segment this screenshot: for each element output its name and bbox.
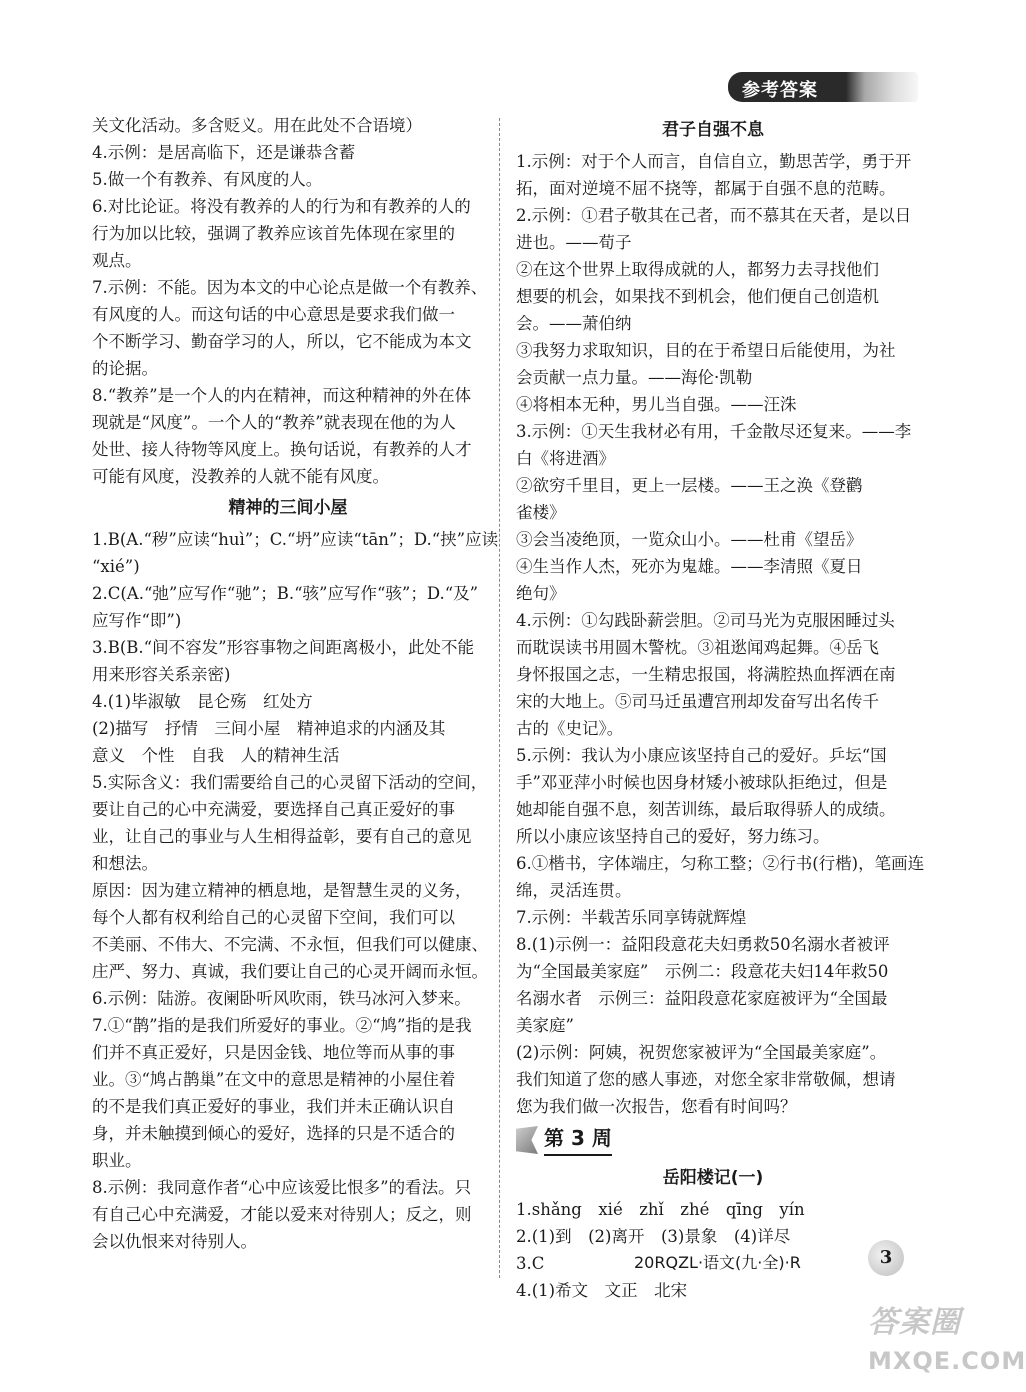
section-heading-spirit-huts: 精神的三间小屋	[228, 498, 348, 518]
answer-line: 5.实际含义：我们需要给自己的心灵留下活动的空间，	[92, 773, 488, 792]
answer-line: ③会当凌绝顶，一览众山小。——杜甫《望岳》	[516, 530, 863, 549]
week-title: 第 3 周	[544, 1125, 612, 1156]
answer-line: 现就是“风度”。一个人的“教养”就表现在他的为人	[92, 413, 456, 432]
answer-line: 会以仇恨来对待别人。	[92, 1232, 257, 1251]
answer-line: 7.示例：不能。因为本文的中心论点是做一个有教养、	[92, 278, 488, 297]
answer-line: ②欲穷千里目，更上一层楼。——王之涣《登鹳	[516, 476, 863, 495]
answer-line: 业，让自己的事业与人生相得益彰，要有自己的意见	[92, 827, 472, 846]
answer-line: 为“全国最美家庭” 示例二：段意花夫妇14年救50	[516, 962, 889, 981]
answer-line: 雀楼》	[516, 503, 566, 522]
answer-key-badge	[728, 72, 918, 102]
answer-line: 6.①楷书，字体端庄，匀称工整；②行书(行楷)，笔画连	[516, 854, 925, 873]
answer-line: 想要的机会，如果找不到机会，他们便自己创造机	[516, 287, 879, 306]
watermark-bottom-text: MXQE.COM	[868, 1347, 1026, 1375]
answer-line: 2.示例：①君子敬其在己者，而不慕其在天者，是以日	[516, 206, 912, 225]
badge-label: 参考答案	[742, 80, 818, 101]
answer-line: 所以小康应该坚持自己的爱好，努力练习。	[516, 827, 830, 846]
flag-icon	[516, 1126, 538, 1154]
answer-line: 6.示例：陆游。夜阑卧听风吹雨，铁马冰河入梦来。	[92, 989, 471, 1008]
answer-line: 业。③“鸠占鹊巢”在文中的意思是精神的小屋住着	[92, 1070, 456, 1089]
answer-line: 有自己心中充满爱，才能以爱来对待别人；反之，则	[92, 1205, 472, 1224]
answer-line: 绵，灵活连贯。	[516, 881, 632, 900]
answer-line: 有风度的人。而这句话的中心意思是要求我们做一	[92, 305, 455, 324]
answer-line: 每个人都有权利给自己的心灵留下空间，我们可以	[92, 908, 455, 927]
answer-line: ④将相本无种，男儿当自强。——汪洙	[516, 395, 797, 414]
answer-line: 宋的大地上。⑤司马迁虽遭宫刑却发奋写出名传千	[516, 692, 879, 711]
left-answers-part-1	[92, 112, 488, 490]
right-answers-part-1	[516, 148, 925, 1120]
answer-line: 职业。	[92, 1151, 142, 1170]
answer-line: 行为加以比较，强调了教养应该首先体现在家里的	[92, 224, 455, 243]
answer-line: 4.示例：是居高临下，还是谦恭含蓄	[92, 143, 356, 162]
answer-line: 绝句》	[516, 584, 566, 603]
answer-line: 2.(1)到 (2)离开 (3)景象 (4)详尽	[516, 1227, 791, 1246]
answer-line: 4.(1)毕淑敏 昆仑殇 红处方	[92, 692, 313, 711]
watermark-logo	[868, 1300, 1026, 1390]
answer-line: 白《将进酒》	[516, 449, 615, 468]
answer-line: 7.①“鹊”指的是我们所爱好的事业。②“鸠”指的是我	[92, 1016, 472, 1035]
answer-line: 和想法。	[92, 854, 158, 873]
answer-line: 8.(1)示例一：益阳段意花夫妇勇救50名溺水者被评	[516, 935, 890, 954]
answer-line: 不美丽、不伟大、不完满、不永恒，但我们可以健康、	[92, 935, 488, 954]
answer-line: 4.(1)希文 文正 北宋	[516, 1281, 688, 1300]
answer-line: 拓，面对逆境不屈不挠等，都属于自强不息的范畴。	[516, 179, 896, 198]
answer-line: 2.C(A.“弛”应写作“驰”；B.“骇”应写作“骇”；D.“及”	[92, 584, 479, 603]
footer-label: 20RQZL·语文(九·全)·R	[634, 1253, 801, 1272]
answer-line: 我们知道了您的感人事迹，对您全家非常敬佩，想请	[516, 1070, 896, 1089]
answer-line: 8.示例：我同意作者“心中应该爱比恨多”的看法。只	[92, 1178, 472, 1197]
answer-line: “xié”)	[92, 557, 140, 576]
answer-line: 处世、接人待物等风度上。换句话说，有教养的人才	[92, 440, 472, 459]
answer-line: 而耽误读书用圆木警枕。③祖逖闻鸡起舞。④岳飞	[516, 638, 879, 657]
answer-line: (2)示例：阿姨，祝贺您家被评为“全国最美家庭”。	[516, 1043, 887, 1062]
answer-line: 会。——萧伯纳	[516, 314, 632, 333]
answer-line: 个不断学习、勤奋学习的人，所以，它不能成为本文	[92, 332, 472, 351]
section-heading-yueyang-tower: 岳阳楼记(一)	[662, 1168, 764, 1188]
answer-line: 7.示例：半载苦乐同享铸就辉煌	[516, 908, 747, 927]
watermark-top-text: 答案圈	[868, 1305, 961, 1340]
answer-line: 名溺水者 示例三：益阳段意花家庭被评为“全国最	[516, 989, 888, 1008]
answer-line: 要让自己的心中充满爱，要选择自己真正爱好的事	[92, 800, 455, 819]
answer-line: 古的《史记》。	[516, 719, 624, 738]
answer-line: 3.B(B.“间不容发”形容事物之间距离极小，此处不能	[92, 638, 475, 657]
page-number: 3	[868, 1240, 904, 1276]
answer-line: 意义 个性 自我 人的精神生活	[92, 746, 340, 765]
answer-line: 3.示例：①天生我材必有用，千金散尽还复来。——李	[516, 422, 912, 441]
answer-line: 的不是我们真正爱好的事业，我们并未正确认识自	[92, 1097, 455, 1116]
answer-line: ④生当作人杰，死亦为鬼雄。——李清照《夏日	[516, 557, 863, 576]
answer-line: ②在这个世界上取得成就的人，都努力去寻找他们	[516, 260, 879, 279]
answer-line: 的论据。	[92, 359, 158, 378]
answer-line: 应写作“即”)	[92, 611, 182, 630]
week-header	[516, 1120, 910, 1160]
answer-line: 5.做一个有教养、有风度的人。	[92, 170, 323, 189]
answer-line: 4.示例：①勾践卧薪尝胆。②司马光为克服困睡过头	[516, 611, 895, 630]
answer-line: 8.“教养”是一个人的内在精神，而这种精神的外在体	[92, 386, 472, 405]
answer-line: ③我努力求取知识，目的在于希望日后能使用，为社	[516, 341, 896, 360]
answer-line: 3.C	[516, 1254, 545, 1273]
answer-line: 进也。——荀子	[516, 233, 632, 252]
answer-line: 您为我们做一次报告，您看有时间吗？	[516, 1097, 797, 1116]
answer-line: 庄严、努力、真诚，我们要让自己的心灵开阔而永恒。	[92, 962, 488, 981]
answer-line: 关文化活动。多含贬义。用在此处不合语境）	[92, 116, 422, 135]
answer-line: 身怀报国之志，一生精忠报国，将满腔热血挥洒在南	[516, 665, 896, 684]
answer-line: 1.shǎng xié zhǐ zhé qīng yín	[516, 1200, 805, 1219]
left-column	[92, 112, 499, 1255]
answer-line: 用来形容关系亲密)	[92, 665, 231, 684]
answer-line: 们并不真正爱好，只是因金钱、地位等而从事的事	[92, 1043, 455, 1062]
answer-line: 可能有风度，没教养的人就不能有风度。	[92, 467, 389, 486]
answer-line: 她却能自强不息，刻苦训练，最后取得骄人的成绩。	[516, 800, 896, 819]
section-heading-self-improvement: 君子自强不息	[662, 120, 764, 140]
answer-line: 1.B(A.“秽”应读“huì”；C.“坍”应读“tān”；D.“挟”应读	[92, 530, 499, 549]
answer-line: 美家庭”	[516, 1016, 574, 1035]
answer-line: 会贡献一点力量。——海伦·凯勒	[516, 368, 753, 387]
answer-line: 观点。	[92, 251, 142, 270]
answer-line: 手”邓亚萍小时候也因身材矮小被球队拒绝过，但是	[516, 773, 888, 792]
left-answers-part-2	[92, 526, 499, 1255]
answer-line: 6.对比论证。将没有教养的人的行为和有教养的人的	[92, 197, 471, 216]
column-divider	[499, 118, 500, 1278]
answer-line: 原因：因为建立精神的栖息地，是智慧生灵的义务，	[92, 881, 472, 900]
answer-line: 身，并未触摸到倾心的爱好，选择的只是不适合的	[92, 1124, 455, 1143]
answer-line: 1.示例：对于个人而言，自信自立，勤思苦学，勇于开	[516, 152, 912, 171]
answer-line: (2)描写 抒情 三间小屋 精神追求的内涵及其	[92, 719, 446, 738]
right-column	[516, 112, 925, 1304]
answer-line: 5.示例：我认为小康应该坚持自己的爱好。乒坛“国	[516, 746, 887, 765]
